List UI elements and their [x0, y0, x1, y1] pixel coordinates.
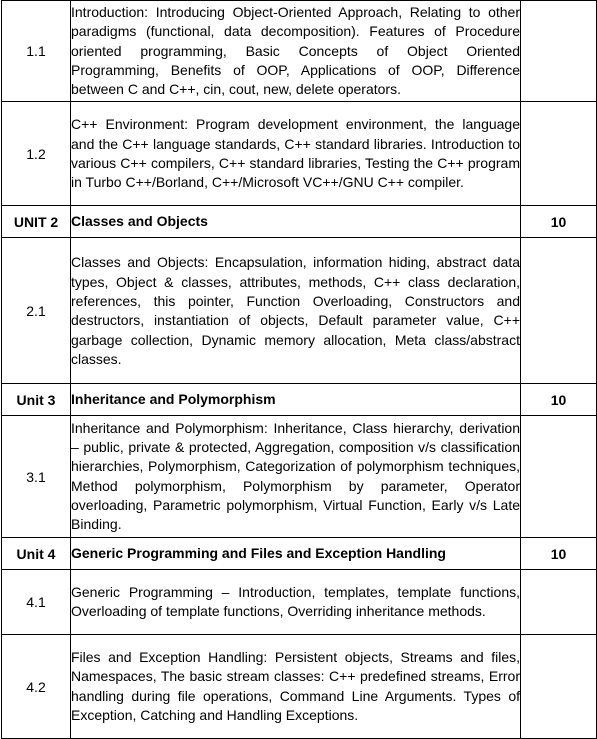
topic-hours [521, 238, 597, 384]
unit-title: Classes and Objects [71, 206, 521, 238]
unit-hours: 10 [521, 206, 597, 238]
topic-description: C++ Environment: Program development environment, the language and the C++ language standards, C++ standard libraries. Introduction to various C++ compilers, C++ standard libraries, Testing the C++ program in Turbo C++/Borland, C++/Microsoft VC++/GNU C++ compiler. [71, 102, 521, 206]
unit-header-row [2, 538, 597, 570]
unit-title: Inheritance and Polymorphism [71, 384, 521, 416]
unit-number: Unit 3 [2, 384, 71, 416]
topic-number: 2.1 [2, 238, 71, 384]
table-row [2, 416, 597, 538]
unit-hours: 10 [521, 538, 597, 570]
topic-number: 4.1 [2, 570, 71, 635]
table-row [2, 570, 597, 635]
table-row [2, 635, 597, 739]
topic-number: 3.1 [2, 416, 71, 538]
topic-hours [521, 416, 597, 538]
topic-hours [521, 635, 597, 739]
unit-header-row [2, 384, 597, 416]
topic-description: Generic Programming – Introduction, templates, template functions, Overloading of template functions, Overriding inheritance methods. [71, 570, 521, 635]
table-row [2, 238, 597, 384]
topic-description: Files and Exception Handling: Persistent objects, Streams and files, Namespaces, The basic stream classes: C++ predefined streams, Error handling during file operations, Command Line Arguments. Types of Exception, Catching and Handling Exceptions. [71, 635, 521, 739]
syllabus-table [1, 0, 597, 739]
unit-hours: 10 [521, 384, 597, 416]
topic-hours [521, 1, 597, 102]
topic-hours [521, 570, 597, 635]
unit-title: Generic Programming and Files and Exception Handling [71, 538, 521, 570]
topic-description: Introduction: Introducing Object-Oriented Approach, Relating to other paradigms (functional, data decomposition). Features of Procedure oriented programming, Basic Concepts of Object Oriented Programming, Benefits of OOP, Applications of OOP, Difference between C and C++, cin, cout, new, delete operators. [71, 1, 521, 102]
unit-number: Unit 4 [2, 538, 71, 570]
topic-number: 4.2 [2, 635, 71, 739]
topic-hours [521, 102, 597, 206]
table-row [2, 102, 597, 206]
unit-header-row [2, 206, 597, 238]
topic-description: Classes and Objects: Encapsulation, information hiding, abstract data types, Object & classes, attributes, methods, C++ class declaration, references, this pointer, Function Overloading, Constructors and destructors, instantiation of objects, Default parameter value, C++ garbage collection, Dynamic memory allocation, Meta class/abstract classes. [71, 238, 521, 384]
unit-number: UNIT 2 [2, 206, 71, 238]
topic-number: 1.1 [2, 1, 71, 102]
table-row [2, 1, 597, 102]
topic-description: Inheritance and Polymorphism: Inheritance, Class hierarchy, derivation – public, private & protected, Aggregation, composition v/s classification hierarchies, Polymorphism, Categorization of polymorphism techniques, Method polymorphism, Polymorphism by parameter, Operator overloading, Parametric polymorphism, Virtual Function, Early v/s Late Binding. [71, 416, 521, 538]
topic-number: 1.2 [2, 102, 71, 206]
